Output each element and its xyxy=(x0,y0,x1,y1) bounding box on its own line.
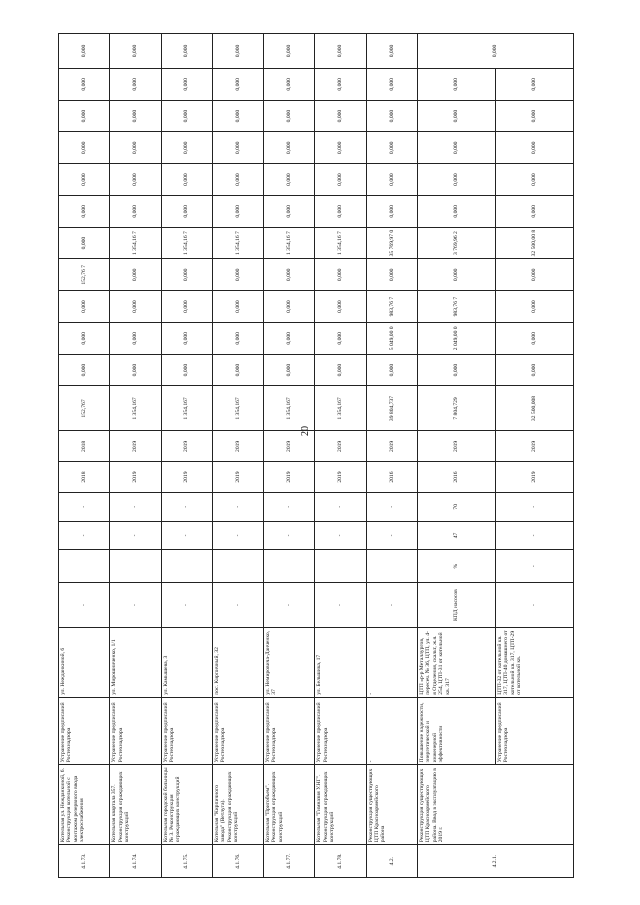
cost-cell: 983,76 7 xyxy=(366,291,417,323)
cost-cell: 0,000 xyxy=(161,291,212,323)
year-end: 2019 xyxy=(315,431,366,462)
cost-cell: 0,000 xyxy=(212,291,263,323)
cost-cell: 0,000 xyxy=(315,259,366,291)
cost-cell: 0,000 xyxy=(366,68,417,100)
unit xyxy=(59,550,110,583)
cost-cell: 0,000 xyxy=(264,291,315,323)
cost-cell: 0,000 xyxy=(315,68,366,100)
year-end: 2019 xyxy=(264,431,315,462)
cost-cell: 0,000 xyxy=(495,68,573,100)
year-start: 2016 xyxy=(366,462,417,493)
cost-cell: 0,000 xyxy=(366,132,417,164)
indicator: - xyxy=(495,583,573,628)
cost-cell: 0,000 xyxy=(59,322,110,354)
cost-cell: 0,000 xyxy=(366,164,417,196)
value-before: - xyxy=(366,521,417,550)
year-start: 2019 xyxy=(212,462,263,493)
cost-cell: 0,000 xyxy=(212,195,263,227)
value-before: - xyxy=(495,521,573,550)
value-before: - xyxy=(264,521,315,550)
cost-cell: 0,000 xyxy=(495,291,573,323)
row-num: 4.1.77. xyxy=(264,845,315,878)
indicator: - xyxy=(264,583,315,628)
total-cost: 32 500,008 xyxy=(495,386,573,431)
cost-cell: 0,000 xyxy=(417,354,495,386)
table-row xyxy=(495,34,573,878)
year-end: 2019 xyxy=(366,431,417,462)
cost-cell: 0,000 xyxy=(495,164,573,196)
purpose: Устранение предписаний Ростехнадзора xyxy=(161,697,212,765)
year-end: 2019 xyxy=(212,431,263,462)
cost-cell: 0,000 xyxy=(417,259,495,291)
purpose: Устранение предписаний Ростехнадзора xyxy=(315,697,366,765)
unit xyxy=(264,550,315,583)
unit xyxy=(366,550,417,583)
total-cost: 1 354,167 xyxy=(161,386,212,431)
cost-cell: 0,000 xyxy=(417,100,495,132)
object-name: Котельная квартала 357. Реконструкция ограждающих конструкций xyxy=(110,765,161,845)
total-cost: 1 354,167 xyxy=(212,386,263,431)
cost-cell: 35 769,97 0 xyxy=(366,227,417,259)
year-start: 2018 xyxy=(59,462,110,493)
cost-cell: 0,000 xyxy=(110,195,161,227)
object-name: Реконструкция существующих ЦТП Красноармейского района. Ввод в эксплуатацию в 2019 г. xyxy=(417,765,573,845)
cost-cell: 0,000 xyxy=(417,164,495,196)
location: ЦТП-32 от котельной кв. 317, ЦТП-40 домашнего от котельной кв. 317, ЦТП-29 от котельной кв. xyxy=(495,628,573,698)
object-name: Котельная городской больницы № 3. Реконструкция ограждающих конструкций xyxy=(161,765,212,845)
value-before: 47 xyxy=(417,521,495,550)
cost-cell: 0,000 xyxy=(161,322,212,354)
cost-cell: 0,000 xyxy=(161,132,212,164)
row-num: 4.1.75. xyxy=(161,845,212,878)
cost-cell: 0,000 xyxy=(366,195,417,227)
cost-cell: 0,000 xyxy=(264,164,315,196)
cost-cell: 3 769,96 2 xyxy=(417,227,495,259)
cost-cell: 1 354,16 7 xyxy=(161,227,212,259)
cost-cell: 0,000 xyxy=(161,354,212,386)
cost-cell: 0,000 xyxy=(366,34,417,69)
cost-cell: 0,000 xyxy=(110,259,161,291)
location: ул. Бельшика, 17 xyxy=(315,628,366,698)
cost-cell: 0,000 xyxy=(212,322,263,354)
cost-cell: 0,000 xyxy=(110,291,161,323)
cost-cell: 0,000 xyxy=(59,291,110,323)
cost-cell: 0,000 xyxy=(264,68,315,100)
unit xyxy=(212,550,263,583)
value-before: - xyxy=(110,521,161,550)
cost-cell: 0,000 xyxy=(59,132,110,164)
purpose: Устранение предписаний Ростехнадзора xyxy=(110,697,161,765)
location: ул. Немировича-Данченко, 37 xyxy=(264,628,315,698)
location: ул. Камышева, 3 xyxy=(161,628,212,698)
indicator: - xyxy=(161,583,212,628)
cost-cell: 0,000 xyxy=(315,322,366,354)
rotated-table-wrap xyxy=(58,33,574,878)
value-after: - xyxy=(315,492,366,521)
cost-cell: 0,000 xyxy=(417,195,495,227)
location: пос. Кирпичный, 32 xyxy=(212,628,263,698)
cost-cell: 0,000 xyxy=(110,164,161,196)
location: ЦТП «р-р Металлургов, пересеч. № 36, ЦТП, ул. 4-я Отделения, скальт, ж.я. 254, ЦТП-31 от котельной кв. 317 xyxy=(417,628,495,698)
table-row xyxy=(366,34,417,878)
page-number: 20 xyxy=(300,426,311,436)
indicator: - xyxy=(315,583,366,628)
table-row xyxy=(212,34,263,878)
cost-cell: 0,000 xyxy=(212,164,263,196)
table-row xyxy=(264,34,315,878)
purpose: Устранение предписаний Ростехнадзора xyxy=(495,697,573,765)
cost-cell: 5 049,00 0 xyxy=(366,322,417,354)
cost-cell: 0,000 xyxy=(264,132,315,164)
value-before: - xyxy=(59,521,110,550)
object-name: Котельная "Пригобъем". Реконструкция ограждающих конструкций xyxy=(264,765,315,845)
cost-cell: 0,000 xyxy=(59,68,110,100)
cost-cell: 0,000 xyxy=(212,132,263,164)
value-after: - xyxy=(366,492,417,521)
cost-cell: 0,000 xyxy=(161,68,212,100)
value-after: 70 xyxy=(417,492,495,521)
cost-cell: 0,000 xyxy=(366,100,417,132)
purpose: Повышение надежности, энергетической и инженерной эффективности xyxy=(417,697,495,765)
cost-cell: 0,000 xyxy=(110,322,161,354)
cost-cell: 0,000 xyxy=(315,195,366,227)
cost-cell: 0,000 xyxy=(161,34,212,69)
indicator: КПД насосов xyxy=(417,583,495,628)
cost-cell: 0,000 xyxy=(315,34,366,69)
value-before: - xyxy=(315,521,366,550)
cost-cell: 0,000 xyxy=(495,100,573,132)
cost-cell: 152,76 7 xyxy=(59,259,110,291)
cost-cell: 0,000 xyxy=(59,100,110,132)
cost-cell: 0,000 xyxy=(495,322,573,354)
cost-cell: 0,000 xyxy=(264,34,315,69)
unit: - xyxy=(495,550,573,583)
year-start: 2016 xyxy=(417,462,495,493)
object-name: Реконструкция существующих ЦТП Красноармейского района xyxy=(366,765,417,845)
row-num: 4.1.73. xyxy=(59,845,110,878)
unit: % xyxy=(417,550,495,583)
cost-cell: 0,000 xyxy=(495,354,573,386)
year-start: 2019 xyxy=(110,462,161,493)
investment-table xyxy=(58,33,574,878)
unit xyxy=(110,550,161,583)
cost-cell: 0,000 xyxy=(315,132,366,164)
cost-cell: 0,000 xyxy=(315,100,366,132)
cost-cell: 0,000 xyxy=(212,354,263,386)
cost-cell: 0,000 xyxy=(59,34,110,69)
cost-cell: 0,000 xyxy=(315,291,366,323)
year-end: 2019 xyxy=(417,431,495,462)
total-cost: 39 804,737 xyxy=(366,386,417,431)
cost-cell: 0,000 xyxy=(495,132,573,164)
object-name: Котельная "Кирпичного завода" (Ветлуга). Реконструкция ограждающих конструкций xyxy=(212,765,263,845)
cost-cell: 0,000 xyxy=(59,354,110,386)
object-name: Котельная "Гимназия У.НГ". Реконструкция ограждающих конструкций xyxy=(315,765,366,845)
cost-cell: 0,000 xyxy=(161,195,212,227)
cost-cell: 0,000 xyxy=(264,259,315,291)
cost-cell: 1 354,16 7 xyxy=(264,227,315,259)
row-num: 4.2.1. xyxy=(417,845,573,878)
cost-cell: 0,000 xyxy=(110,354,161,386)
cost-cell: 0,000 xyxy=(212,68,263,100)
value-before: - xyxy=(161,521,212,550)
cost-cell: 0,000 xyxy=(110,132,161,164)
year-end: 2019 xyxy=(495,431,573,462)
total-cost: 1 354,167 xyxy=(264,386,315,431)
cost-cell: 0,000 xyxy=(495,195,573,227)
cost-cell: 0,000 xyxy=(264,354,315,386)
cost-cell: 0,000 xyxy=(264,322,315,354)
row-num: 4.1.76. xyxy=(212,845,263,878)
value-after: - xyxy=(59,492,110,521)
object-name: Котельная ул. Нежданкиной, 6. Реконструкция котельной с монтажом резервного ввода электроснабжения xyxy=(59,765,110,845)
value-after: - xyxy=(212,492,263,521)
cost-cell: 1 354,16 7 xyxy=(315,227,366,259)
cost-cell: 0,000 xyxy=(495,259,573,291)
unit xyxy=(315,550,366,583)
year-start: 2019 xyxy=(264,462,315,493)
total-cost: 152,767 xyxy=(59,386,110,431)
cost-cell: 0,000 xyxy=(417,132,495,164)
cost-cell: 0,000 xyxy=(264,195,315,227)
cost-cell: 0,000 xyxy=(161,164,212,196)
year-end: 2018 xyxy=(59,431,110,462)
indicator: - xyxy=(59,583,110,628)
value-after: - xyxy=(161,492,212,521)
year-start: 2019 xyxy=(315,462,366,493)
cost-cell: 0,000 xyxy=(59,227,110,259)
year-start: 2019 xyxy=(495,462,573,493)
table-row xyxy=(417,34,495,878)
row-num: 4.1.78. xyxy=(315,845,366,878)
cost-cell: 0,000 xyxy=(315,164,366,196)
cost-cell: 0,000 xyxy=(366,354,417,386)
cost-cell: 0,000 xyxy=(212,100,263,132)
value-after: - xyxy=(495,492,573,521)
value-before: - xyxy=(212,521,263,550)
purpose: Устранение предписаний Ростехнадзора xyxy=(59,697,110,765)
table-row xyxy=(110,34,161,878)
purpose: Устранение предписаний Ростехнадзора xyxy=(212,697,263,765)
total-cost: 1 354,167 xyxy=(315,386,366,431)
cost-cell: 983,76 7 xyxy=(417,291,495,323)
location: ул. Мирошниченко, 1/1 xyxy=(110,628,161,698)
cost-cell: 0,000 xyxy=(161,259,212,291)
cost-cell: 2 049,00 0 xyxy=(417,322,495,354)
row-num: 4.1.74. xyxy=(110,845,161,878)
value-after: - xyxy=(110,492,161,521)
cost-cell: 0,000 xyxy=(366,259,417,291)
total-cost: 7 804,729 xyxy=(417,386,495,431)
purpose: Устранение предписаний Ростехнадзора xyxy=(264,697,315,765)
cost-cell: 1 354,16 7 xyxy=(110,227,161,259)
cost-cell: 0,000 xyxy=(417,34,573,69)
indicator: - xyxy=(366,583,417,628)
cost-cell: 0,000 xyxy=(110,100,161,132)
cost-cell: 0,000 xyxy=(212,34,263,69)
value-after: - xyxy=(264,492,315,521)
row-num: 4.2. xyxy=(366,845,417,878)
unit xyxy=(161,550,212,583)
purpose: - xyxy=(366,697,417,765)
indicator: - xyxy=(212,583,263,628)
year-end: 2019 xyxy=(161,431,212,462)
location: ул. Нежданкиной, 6 xyxy=(59,628,110,698)
cost-cell: 0,000 xyxy=(110,34,161,69)
cost-cell: 0,000 xyxy=(212,259,263,291)
location: - xyxy=(366,628,417,698)
cost-cell: 0,000 xyxy=(417,68,495,100)
cost-cell: 0,000 xyxy=(110,68,161,100)
year-end: 2019 xyxy=(110,431,161,462)
table-row xyxy=(161,34,212,878)
cost-cell: 0,000 xyxy=(161,100,212,132)
cost-cell: 0,000 xyxy=(59,164,110,196)
table-row xyxy=(315,34,366,878)
cost-cell: 1 354,16 7 xyxy=(212,227,263,259)
total-cost: 1 354,167 xyxy=(110,386,161,431)
indicator: - xyxy=(110,583,161,628)
table-row xyxy=(59,34,110,878)
cost-cell: 32 500,00 8 xyxy=(495,227,573,259)
cost-cell: 0,000 xyxy=(59,195,110,227)
cost-cell: 0,000 xyxy=(264,100,315,132)
cost-cell: 0,000 xyxy=(315,354,366,386)
year-start: 2019 xyxy=(161,462,212,493)
